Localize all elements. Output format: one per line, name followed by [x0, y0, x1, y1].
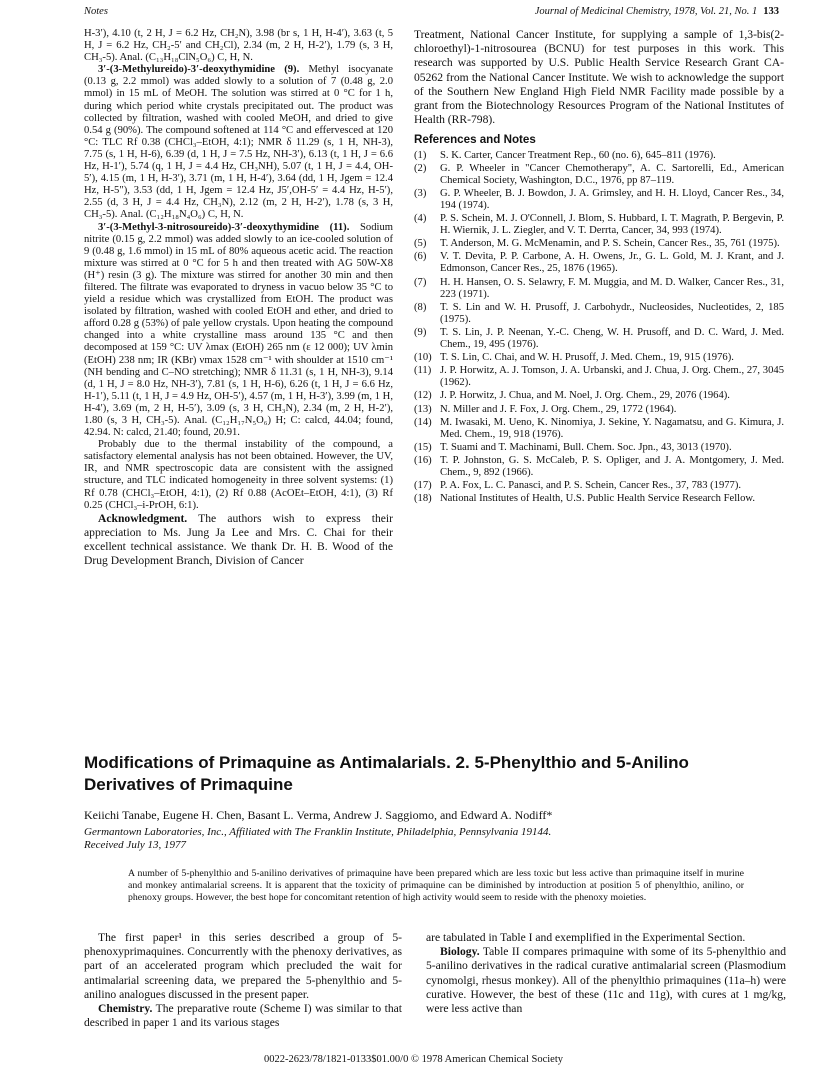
article-title: Modifications of Primaquine as Antimalarials. 2. 5-Phenylthio and 5-Anilino Derivatives of Primaquine: [84, 753, 689, 794]
reference-text: T. S. Lin and W. H. Prusoff, J. Carbohydr., Nucleosides, Nucleotides, 2, 185 (1975).: [440, 301, 784, 325]
compound-9-title: 3′-(3-Methylureido)-3′-deoxythymidine (9).: [98, 64, 300, 76]
reference-item: [414, 455, 784, 479]
reference-item: [414, 213, 784, 237]
reference-text: S. K. Carter, Cancer Treatment Rep., 60 (no. 6), 645–811 (1976).: [440, 149, 716, 161]
article-body-right: [426, 931, 786, 1016]
reference-text: P. S. Schein, M. J. O'Connell, J. Blom, S. Hubbard, I. T. Magrath, P. Bergevin, P. H. Wiernik, J. L. Ziegler, and V. T. Derrta, Cancer, 34, 993 (1974).: [440, 213, 784, 237]
tables-paragraph: are tabulated in Table I and exemplified in the Experimental Section.: [426, 931, 746, 944]
reference-number: (9): [414, 326, 427, 338]
stability-paragraph: Probably due to the thermal instability of the compound, a satisfactory elemental analysis has not been obtained. However, the UV, IR, and NMR spectroscopic data are consistent with the assigned structure, and TLC indicated homogeneity in three solvent systems: (1) Rf 0.78 (CHCl₃–EtOH, 4:1), (2) Rf 0.88 (AcOEt–EtOH, 4:1), (3) Rf 0.25 (CHCl₃–i-PrOH, 6:1).: [84, 439, 393, 511]
reference-number: (11): [414, 365, 432, 377]
reference-text: T. S. Lin, J. P. Neenan, Y.-C. Cheng, W. H. Prusoff, and D. C. Ward, J. Med. Chem., 19, 495 (1976).: [440, 326, 784, 351]
reference-number: (10): [414, 352, 432, 364]
reference-text: J. P. Horwitz, A. J. Tomson, J. A. Urbanski, and J. Chua, J. Org. Chem., 27, 3045 (1962).: [440, 365, 784, 389]
reference-item: [414, 238, 784, 250]
reference-item: [414, 493, 784, 505]
reference-text: T. Anderson, M. G. McMenamin, and P. S. Schein, Cancer Res., 35, 761 (1975).: [440, 238, 780, 250]
chemistry-paragraph: [84, 1002, 402, 1030]
reference-item: [414, 251, 784, 275]
reference-item: [414, 327, 784, 351]
acknowledgment-text: The authors wish to express their appreciation to Ms. Jung Ja Lee and Mrs. C. Chai for their excellent technical assistance. We thank Dr. H. B. Wood of the Drug Development Branch, Division of Cancer: [84, 511, 393, 568]
reference-text: H. H. Hansen, O. S. Selawry, F. M. Muggia, and M. D. Walker, Cancer Res., 31, 223 (1971).: [440, 276, 784, 300]
reference-item: [414, 480, 784, 492]
chemistry-text: The preparative route (Scheme I) was similar to that described in paper 1 and its various stages: [84, 1002, 402, 1030]
reference-number: (17): [414, 480, 432, 492]
reference-number: (8): [414, 301, 427, 313]
reference-item: [414, 442, 784, 454]
reference-text: N. Miller and J. F. Fox, J. Org. Chem., 29, 1772 (1964).: [440, 403, 677, 415]
running-header-journal: [535, 6, 779, 17]
reference-text: National Institutes of Health, U.S. Public Health Service Research Fellow.: [440, 493, 755, 505]
received-date: Received July 13, 1977: [84, 839, 187, 851]
reference-text: P. A. Fox, L. C. Panasci, and P. S. Schein, Cancer Res., 37, 783 (1977).: [440, 480, 742, 492]
reference-text: J. P. Horwitz, J. Chua, and M. Noel, J. Org. Chem., 29, 2076 (1964).: [440, 390, 730, 402]
reference-text: G. P. Wheeler, B. J. Bowdon, J. A. Grimsley, and H. H. Lloyd, Cancer Res., 34, 194 (1974).: [440, 187, 784, 211]
article-affiliation: [84, 826, 804, 852]
reference-item: [414, 277, 784, 301]
journal-citation: Journal of Medicinal Chemistry, 1978, Vol. 21, No. 1: [534, 6, 758, 17]
reference-number: (4): [414, 213, 427, 225]
biology-text: Table II compares primaquine with some of its 5-phenylthio and 5-anilino derivatives in the radical curative antimalarial screen (Plasmodium cynomolgi, rhesus monkey). All of the phenylthio primaquines (11a–h) were curative. However, the best of these (11c and 11g), with cures at 1 mg/kg, were less active than: [426, 945, 786, 1016]
reference-text: G. P. Wheeler in "Cancer Chemotherapy", A. C. Sartorelli, Ed., American Chemical Society, Washington, D.C., 1976, pp 87–119.: [440, 162, 784, 186]
copyright-footer: 0022-2623/78/1821-0133$01.00/0 © 1978 American Chemical Society: [263, 1054, 564, 1065]
reference-number: (16): [414, 454, 432, 466]
reference-number: (12): [414, 390, 432, 402]
article-abstract: A number of 5-phenylthio and 5-anilino derivatives of primaquine have been prepared which are less toxic but less active than primaquine itself in murine and monkey antimalarial screens. It is apparent that the toxicity of primaquine can be diminished by introduction at position 5 of phenylthio, anilino, or phenoxy groups. However, the best hope for concomitant retention of high activity would seem to reside with the phenoxy moieties.: [128, 868, 744, 903]
references-heading: References and Notes: [414, 133, 536, 147]
reference-number: (2): [414, 162, 427, 174]
reference-text: V. T. Devita, P. P. Carbone, A. H. Owens, Jr., G. L. Gold, M. J. Krant, and J. Edmonson, Cancer Res., 25, 1876 (1965).: [440, 251, 784, 275]
reference-item: [414, 352, 784, 364]
compound-9-paragraph: [84, 64, 393, 221]
running-header-section: Notes: [84, 6, 108, 17]
compound-11-paragraph: [84, 222, 393, 440]
chemistry-title: Chemistry.: [98, 1002, 153, 1016]
biology-paragraph: [426, 945, 786, 1016]
article-authors: Keiichi Tanabe, Eugene H. Chen, Basant L. Verma, Andrew J. Saggiomo, and Edward A. Nodiff*: [84, 808, 553, 822]
reference-number: (1): [414, 149, 427, 161]
acknowledgment-continuation: Treatment, National Cancer Institute, for supplying a sample of 1,3-bis(2-chloroethyl)-1-nitrosourea (BCNU) for test purposes in this work. This research was supported by U.S. Public Health Service Research Grant CA-05262 from the National Cancer Institute. We wish to acknowledge the support of the Southern New England High Field NMR Facility made possible by a grant from the Biotechnology Resources Program of the National Institutes of Health (RR-798).: [414, 28, 784, 127]
reference-item: [414, 188, 784, 212]
reference-item: [414, 150, 784, 162]
article-body-left: [84, 931, 402, 1030]
reference-number: (14): [414, 416, 432, 428]
reference-text: M. Iwasaki, M. Ueno, K. Ninomiya, J. Sekine, Y. Nagamatsu, and G. Kimura, J. Med. Chem., 19, 918 (1976).: [440, 416, 784, 440]
reference-item: [414, 404, 784, 416]
acknowledgment-paragraph: [84, 512, 393, 569]
intro-paragraph: The first paper¹ in this series described a group of 5-phenoxyprimaquines. Concurrently with the phenoxy derivatives, as part of an accelerated program which precluded the wait for antimalarial screening data, we prepared the 5-phenylthio and 5-anilino analogues discussed in the present paper.: [84, 931, 402, 1001]
right-column: [414, 28, 784, 506]
reference-number: (6): [414, 251, 427, 263]
reference-number: (13): [414, 403, 432, 415]
nmr-continuation: H-3′), 4.10 (t, 2 H, J = 6.2 Hz, CH₂N), 3.98 (br s, 1 H, H-4′), 3.63 (t, 5 H, J = 6.2 Hz, CH₂-5′ and CH₂Cl), 2.34 (m, 2 H, H-2′), 1.79 (s, 3 H, CH₃-5). Anal. (C₁₃H₁₈ClN₅O₆) C, H, N.: [84, 28, 393, 64]
reference-text: T. S. Lin, C. Chai, and W. H. Prusoff, J. Med. Chem., 19, 915 (1976).: [440, 352, 734, 364]
reference-item: [414, 365, 784, 389]
page-number: 133: [763, 6, 779, 17]
reference-item: [414, 390, 784, 402]
compound-11-title: 3′-(3-Methyl-3-nitrosoureido)-3′-deoxythymidine (11).: [98, 221, 350, 233]
reference-number: (15): [414, 441, 432, 453]
reference-number: (18): [414, 493, 432, 505]
compound-9-text: Methyl isocyanate (0.13 g, 2.2 mmol) was added slowly to a solution of 7 (0.48 g, 2.0 mmol) in 15 mL of MeOH. The solution was stirred at 0 °C for 1 h, during which period white crystals precipitated out. The product was collected by filtration, washed with cooled MeOH, and dried to give 0.54 g (90%). The compound softened at 114 °C and effervesced at 120 °C: TLC Rf 0.38 (CHCl₃–EtOH, 4:1); NMR δ 11.29 (s, 1 H, NH-3), 7.75 (s, 1 H, H-6), 6.39 (d, 1 H, J = 7.5 Hz, NH-3′), 6.13 (t, 1 H, J = 6.6 Hz, H-1′), 5.74 (q, 1 H, J = 4.4 Hz, CH₃NH), 5.07 (t, 1 H, J = 4.4, OH-5′), 4.15 (m, 1 H, H-3′), 3.71 (m, 1 H, H-4′), 3.64 (dd, 1 H, Jgem = 12.4 Hz, H-5″), 3.53 (dd, 1 H, Jgem = 12.4 Hz, J5′,OH-5′ = 4.4 Hz, H-5′), 2.55 (d, 3 H, J = 4.4 Hz, CH₃N), 2.12 (m, 2 H, H-2′), 1.78 (s, 3 H, CH₃-5). Anal. (C₁₂H₁₈N₄O₆) C, H, N.: [84, 64, 393, 221]
reference-number: (3): [414, 187, 427, 199]
reference-text: T. P. Johnston, G. S. McCaleb, P. S. Opliger, and J. A. Montgomery, J. Med. Chem., 9, 892 (1966).: [440, 454, 784, 478]
reference-item: [414, 302, 784, 326]
left-column: [84, 28, 393, 569]
acknowledgment-title: Acknowledgment.: [98, 511, 188, 525]
reference-number: (7): [414, 276, 427, 288]
reference-text: T. Suami and T. Machinami, Bull. Chem. Soc. Jpn., 43, 3013 (1970).: [440, 441, 732, 453]
references-list: [414, 150, 784, 506]
biology-title: Biology.: [440, 945, 480, 959]
reference-item: [414, 163, 784, 187]
compound-11-text: Sodium nitrite (0.15 g, 2.2 mmol) was added slowly to an ice-cooled solution of 9 (0.48 g, 1.6 mmol) in 15 mL of 80% aqueous acetic acid. The reaction mixture was stirred at 0 °C for 5 h and then treated with AG 50W-X8 (H⁺) resin (3 g). The mixture was stirred for another 30 min and then filtered. The filtrate was evaporated to dryness in vacuo below 35 °C to yield a residue which was crystallized from EtOH. The product was isolated by filtration, washed with cooled EtOH and ether, and dried to afford 0.28 g (53%) of pale yellow crystals. Upon heating the compound changed into a white crystalline mass around 135 °C and then decomposed at 159 °C: UV λmax (EtOH) 265 nm (ε 12 000); UV λmin (EtOH) 238 nm; IR (KBr) νmax 1528 cm⁻¹ with shoulder at 1510 cm⁻¹ (NH bending and C–NO stretching); NMR δ 11.31 (s, 1 H, NH-3), 9.14 (d, 1 H, J = 8.0 Hz, NH-3′), 7.81 (s, 1 H, H-6), 6.26 (t, 1 H, J = 6.6 Hz, H-1′), 5.11 (t, 1 H, J = 4.9 Hz, OH-5′), 4.57 (m, 1 H, H-3′), 3.99 (m, 1 H, H-4′), 3.69 (m, 2 H, H-5′), 3.09 (s, 3 H, CH₃N), 2.34 (m, 2 H, H-2′), 1.80 (s, 3 H, CH₃-5). Anal. (C₁₂H₁₇N₅O₆) H; C: calcd, 44.04; found, 42.94. N: calcd, 21.40; found, 20.91.: [84, 221, 393, 439]
reference-number: (5): [414, 238, 427, 250]
reference-item: [414, 417, 784, 441]
affiliation-line: Germantown Laboratories, Inc., Affiliated with The Franklin Institute, Philadelphia, Pennsylvania 19144.: [84, 826, 552, 838]
